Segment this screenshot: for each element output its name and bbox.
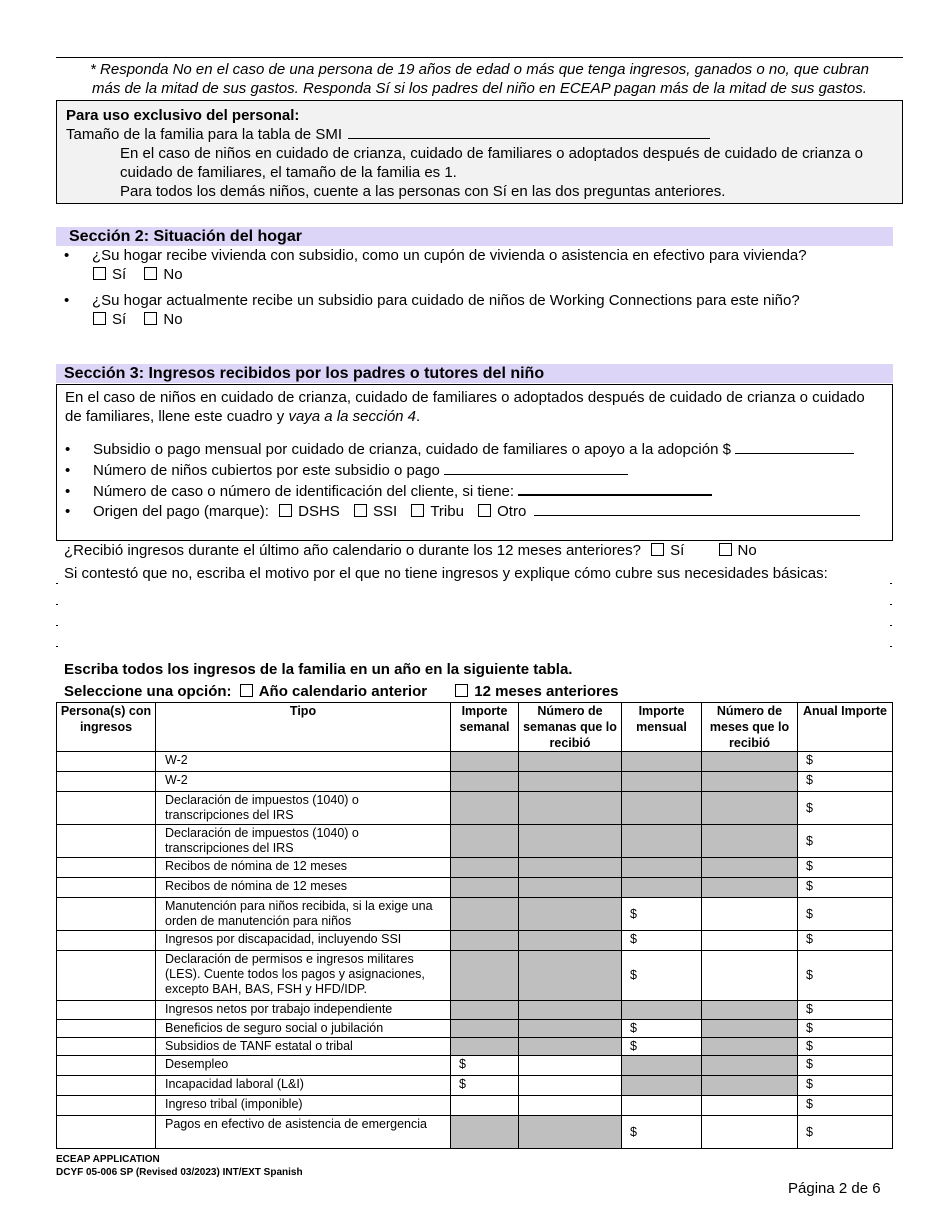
income-type: Subsidios de TANF estatal o tribal bbox=[156, 1038, 451, 1056]
income-type: Ingresos por discapacidad, incluyendo SSI bbox=[156, 931, 451, 951]
children-covered-label: Número de niños cubiertos por este subsidio o pago bbox=[93, 462, 440, 479]
writing-line-4[interactable] bbox=[56, 646, 893, 648]
shaded-cell bbox=[702, 878, 798, 898]
shaded-cell bbox=[519, 898, 622, 931]
shaded-cell bbox=[519, 951, 622, 1001]
income-type: Declaración de impuestos (1040) o transcripciones del IRS bbox=[156, 825, 451, 858]
shaded-cell bbox=[702, 752, 798, 772]
income-type: W-2 bbox=[156, 752, 451, 772]
table-row bbox=[57, 772, 893, 792]
income-type: Pagos en efectivo de asistencia de emergencia bbox=[156, 1116, 451, 1149]
staff-box-title: Para uso exclusivo del personal: bbox=[66, 107, 300, 124]
shaded-cell bbox=[519, 1116, 622, 1149]
note-line-2: más de la mitad de sus gastos. Responda Sí si los padres del niño en ECEAP pagan más de la mitad de sus gastos. bbox=[92, 80, 867, 97]
housing-yes-label: Sí bbox=[112, 266, 127, 283]
months-received-cell[interactable] bbox=[702, 1116, 798, 1149]
case-number-label: Número de caso o número de identificación del cliente, si tiene: bbox=[93, 483, 515, 500]
person-cell[interactable] bbox=[57, 1096, 156, 1116]
shaded-cell bbox=[451, 898, 519, 931]
annual-amount-cell[interactable]: $ bbox=[798, 898, 893, 931]
table-row bbox=[57, 951, 893, 1001]
annual-amount-cell[interactable]: $ bbox=[798, 792, 893, 825]
otro-field[interactable] bbox=[534, 502, 860, 516]
section-2-heading: Sección 2: Situación del hogar bbox=[56, 227, 893, 246]
shaded-cell bbox=[622, 792, 702, 825]
header-weeks-received: Número de semanas que lo recibió bbox=[519, 703, 622, 752]
header-months-received: Número de meses que lo recibió bbox=[702, 703, 798, 752]
shaded-cell bbox=[451, 1001, 519, 1020]
shaded-cell bbox=[519, 1001, 622, 1020]
shaded-cell bbox=[519, 1020, 622, 1038]
monthly-amount-cell[interactable]: $ bbox=[622, 931, 702, 951]
header-annual-amount: Anual Importe bbox=[798, 703, 893, 752]
foster-care-intro bbox=[65, 388, 885, 426]
annual-amount-cell[interactable]: $ bbox=[798, 772, 893, 792]
page-number: Página 2 de 6 bbox=[788, 1180, 881, 1197]
shaded-cell bbox=[519, 792, 622, 825]
shaded-cell bbox=[519, 752, 622, 772]
person-cell[interactable] bbox=[57, 858, 156, 878]
person-cell[interactable] bbox=[57, 951, 156, 1001]
monthly-amount-cell[interactable]: $ bbox=[622, 951, 702, 1001]
shaded-cell bbox=[519, 1038, 622, 1056]
dshs-label: DSHS bbox=[298, 503, 340, 520]
otro-label: Otro bbox=[497, 503, 527, 520]
months-received-cell[interactable] bbox=[702, 951, 798, 1001]
no-income-explanation-label: Si contestó que no, escriba el motivo por el que no tiene ingresos y explique cómo cubre sus necesidades básicas: bbox=[64, 565, 828, 582]
bullet: • bbox=[65, 503, 71, 520]
shaded-cell bbox=[519, 931, 622, 951]
shaded-cell bbox=[451, 1116, 519, 1149]
bullet: • bbox=[65, 441, 71, 458]
person-cell[interactable] bbox=[57, 1001, 156, 1020]
shaded-cell bbox=[622, 858, 702, 878]
monthly-amount-cell[interactable]: $ bbox=[622, 1020, 702, 1038]
annual-amount-cell[interactable]: $ bbox=[798, 1001, 893, 1020]
annual-amount-cell[interactable]: $ bbox=[798, 1076, 893, 1096]
childcare-subsidy-text: ¿Su hogar actualmente recibe un subsidio para cuidado de niños de Working Connections para este niño? bbox=[92, 292, 800, 309]
annual-amount-cell[interactable]: $ bbox=[798, 1038, 893, 1056]
shaded-cell bbox=[702, 1076, 798, 1096]
person-cell[interactable] bbox=[57, 931, 156, 951]
childcare-no-label: No bbox=[163, 311, 183, 328]
ssi-label: SSI bbox=[372, 503, 398, 520]
shaded-cell bbox=[519, 858, 622, 878]
foster-payment-label: Subsidio o pago mensual por cuidado de crianza, cuidado de familiares o apoyo a la adopción $ bbox=[93, 441, 731, 458]
shaded-cell bbox=[451, 931, 519, 951]
shaded-cell bbox=[622, 1001, 702, 1020]
income-type: Desempleo bbox=[156, 1056, 451, 1076]
person-cell[interactable] bbox=[57, 1116, 156, 1149]
childcare-yes-checkbox[interactable] bbox=[93, 312, 106, 325]
childcare-subsidy-options bbox=[93, 310, 183, 329]
shaded-cell bbox=[451, 1038, 519, 1056]
monthly-amount-cell[interactable]: $ bbox=[622, 1038, 702, 1056]
shaded-cell bbox=[622, 772, 702, 792]
bullet: • bbox=[65, 483, 71, 500]
person-cell[interactable] bbox=[57, 825, 156, 858]
foster-care-text: En el caso de niños en cuidado de crianza, cuidado de familiares o adoptados después de cuidado de crianza o cuidado de familiares, el tamaño de la familia es 1. bbox=[120, 145, 864, 181]
writing-line-3[interactable] bbox=[56, 625, 893, 627]
weeks-received-cell[interactable] bbox=[519, 1056, 622, 1076]
income-type: Recibos de nómina de 12 meses bbox=[156, 858, 451, 878]
form-number: DCYF 05-006 SP (Revised 03/2023) INT/EXT Spanish bbox=[56, 1167, 303, 1178]
housing-yes-checkbox[interactable] bbox=[93, 267, 106, 280]
calendar-year-checkbox[interactable] bbox=[240, 684, 253, 697]
weekly-amount-cell[interactable]: $ bbox=[451, 1076, 519, 1096]
shaded-cell bbox=[451, 1020, 519, 1038]
person-cell[interactable] bbox=[57, 772, 156, 792]
eligibility-note bbox=[56, 57, 903, 98]
income-yes-label: Sí bbox=[670, 542, 685, 559]
months-received-cell[interactable] bbox=[702, 931, 798, 951]
income-yes-checkbox[interactable] bbox=[651, 543, 664, 556]
housing-subsidy-text: ¿Su hogar recibe vivienda con subsidio, como un cupón de vivienda o asistencia en efectivo para vivienda? bbox=[92, 247, 807, 264]
children-covered-field[interactable] bbox=[444, 461, 628, 475]
shaded-cell bbox=[702, 1001, 798, 1020]
shaded-cell bbox=[451, 772, 519, 792]
shaded-cell bbox=[451, 792, 519, 825]
table-row bbox=[57, 1020, 893, 1038]
income-table-header bbox=[57, 703, 893, 752]
twelve-months-checkbox[interactable] bbox=[455, 684, 468, 697]
childcare-no-checkbox[interactable] bbox=[144, 312, 157, 325]
shaded-cell bbox=[702, 1056, 798, 1076]
childcare-yes-label: Sí bbox=[112, 311, 127, 328]
monthly-amount-cell[interactable]: $ bbox=[622, 898, 702, 931]
annual-amount-cell[interactable]: $ bbox=[798, 878, 893, 898]
annual-amount-cell[interactable]: $ bbox=[798, 1056, 893, 1076]
person-cell[interactable] bbox=[57, 898, 156, 931]
income-type: Incapacidad laboral (L&I) bbox=[156, 1076, 451, 1096]
person-cell[interactable] bbox=[57, 792, 156, 825]
select-option-label: Seleccione una opción: bbox=[64, 683, 232, 700]
housing-no-label: No bbox=[163, 266, 183, 283]
ssi-checkbox[interactable] bbox=[354, 504, 367, 517]
person-cell[interactable] bbox=[57, 878, 156, 898]
table-row bbox=[57, 1056, 893, 1076]
weeks-received-cell[interactable] bbox=[519, 1076, 622, 1096]
section-3-heading: Sección 3: Ingresos recibidos por los padres o tutores del niño bbox=[56, 364, 893, 383]
header-type: Tipo bbox=[156, 703, 451, 752]
annual-amount-cell[interactable]: $ bbox=[798, 858, 893, 878]
table-row bbox=[57, 1116, 893, 1149]
staff-only-box bbox=[56, 100, 903, 204]
bullet: • bbox=[64, 292, 70, 309]
annual-amount-cell[interactable]: $ bbox=[798, 951, 893, 1001]
write-all-income-label: Escriba todos los ingresos de la familia en un año en la siguiente tabla. bbox=[64, 661, 573, 678]
table-row bbox=[57, 752, 893, 772]
person-cell[interactable] bbox=[57, 1056, 156, 1076]
person-cell[interactable] bbox=[57, 1020, 156, 1038]
person-cell[interactable] bbox=[57, 1038, 156, 1056]
shaded-cell bbox=[702, 792, 798, 825]
intro-period: . bbox=[416, 408, 421, 425]
table-row bbox=[57, 1001, 893, 1020]
annual-amount-cell[interactable]: $ bbox=[798, 752, 893, 772]
weeks-received-cell[interactable] bbox=[519, 1096, 622, 1116]
shaded-cell bbox=[702, 1020, 798, 1038]
income-type: Recibos de nómina de 12 meses bbox=[156, 878, 451, 898]
shaded-cell bbox=[702, 772, 798, 792]
tribu-checkbox[interactable] bbox=[411, 504, 424, 517]
shaded-cell bbox=[622, 825, 702, 858]
monthly-amount-cell[interactable] bbox=[622, 1096, 702, 1116]
form-name: ECEAP APPLICATION bbox=[56, 1154, 160, 1165]
shaded-cell bbox=[451, 878, 519, 898]
table-row bbox=[57, 1096, 893, 1116]
table-row bbox=[57, 878, 893, 898]
payment-source-label: Origen del pago (marque): bbox=[93, 503, 269, 520]
shaded-cell bbox=[702, 1038, 798, 1056]
header-weekly-amount: Importe semanal bbox=[451, 703, 519, 752]
table-row bbox=[57, 858, 893, 878]
income-no-checkbox[interactable] bbox=[719, 543, 732, 556]
bullet: • bbox=[65, 462, 71, 479]
period-selection-row bbox=[64, 682, 619, 701]
income-type: Ingreso tribal (imponible) bbox=[156, 1096, 451, 1116]
housing-no-checkbox[interactable] bbox=[144, 267, 157, 280]
bullet: • bbox=[64, 247, 70, 264]
shaded-cell bbox=[702, 825, 798, 858]
shaded-cell bbox=[451, 752, 519, 772]
case-number-field[interactable] bbox=[518, 482, 712, 496]
annual-amount-cell[interactable]: $ bbox=[798, 1116, 893, 1149]
shaded-cell bbox=[622, 1076, 702, 1096]
months-received-cell[interactable] bbox=[702, 898, 798, 931]
table-row bbox=[57, 1038, 893, 1056]
income-type: Declaración de permisos e ingresos militares (LES). Cuente todos los pagos y asignaciones, excepto BAH, BAS, FSH y HFD/IDP. bbox=[156, 951, 451, 1001]
dshs-checkbox[interactable] bbox=[279, 504, 292, 517]
shaded-cell bbox=[702, 858, 798, 878]
person-cell[interactable] bbox=[57, 752, 156, 772]
table-row bbox=[57, 792, 893, 825]
income-type: Beneficios de seguro social o jubilación bbox=[156, 1020, 451, 1038]
shaded-cell bbox=[451, 951, 519, 1001]
shaded-cell bbox=[622, 878, 702, 898]
shaded-cell bbox=[519, 878, 622, 898]
intro-text: En el caso de niños en cuidado de crianza, cuidado de familiares o adoptados después de cuidado de crianza o cuidado de familiares, llene este cuadro y bbox=[65, 389, 865, 425]
income-no-label: No bbox=[737, 542, 757, 559]
otro-checkbox[interactable] bbox=[478, 504, 491, 517]
person-cell[interactable] bbox=[57, 1076, 156, 1096]
annual-amount-cell[interactable]: $ bbox=[798, 1096, 893, 1116]
family-size-row bbox=[66, 125, 893, 144]
income-received-question bbox=[64, 541, 757, 560]
note-line-1: * Responda No en el caso de una persona de 19 años de edad o más que tenga ingresos, ganados o no, que cubran bbox=[90, 61, 869, 78]
months-received-cell[interactable] bbox=[702, 1096, 798, 1116]
income-type: Ingresos netos por trabajo independiente bbox=[156, 1001, 451, 1020]
weekly-amount-cell[interactable]: $ bbox=[451, 1056, 519, 1076]
income-type: Manutención para niños recibida, si la exige una orden de manutención para niños bbox=[156, 898, 451, 931]
table-row bbox=[57, 825, 893, 858]
table-row bbox=[57, 1076, 893, 1096]
annual-amount-cell[interactable]: $ bbox=[798, 825, 893, 858]
foster-care-box bbox=[56, 384, 893, 541]
monthly-amount-cell[interactable]: $ bbox=[622, 1116, 702, 1149]
foster-payment-field[interactable] bbox=[735, 440, 854, 454]
income-type: Declaración de impuestos (1040) o transcripciones del IRS bbox=[156, 792, 451, 825]
shaded-cell bbox=[451, 858, 519, 878]
income-table bbox=[56, 702, 893, 1149]
table-row bbox=[57, 898, 893, 931]
shaded-cell bbox=[622, 752, 702, 772]
header-persons: Persona(s) con ingresos bbox=[57, 703, 156, 752]
weekly-amount-cell[interactable] bbox=[451, 1096, 519, 1116]
shaded-cell bbox=[622, 1056, 702, 1076]
shaded-cell bbox=[519, 825, 622, 858]
shaded-cell bbox=[451, 825, 519, 858]
shaded-cell bbox=[519, 772, 622, 792]
twelve-months-label: 12 meses anteriores bbox=[474, 683, 619, 700]
income-type: W-2 bbox=[156, 772, 451, 792]
calendar-year-label: Año calendario anterior bbox=[258, 683, 428, 700]
table-row bbox=[57, 931, 893, 951]
writing-line-2[interactable] bbox=[56, 604, 893, 606]
family-size-field[interactable] bbox=[348, 125, 710, 139]
housing-subsidy-options bbox=[93, 265, 183, 284]
tribu-label: Tribu bbox=[430, 503, 464, 520]
annual-amount-cell[interactable]: $ bbox=[798, 1020, 893, 1038]
intro-go-to-section: vaya a la sección 4 bbox=[288, 408, 417, 425]
header-monthly-amount: Importe mensual bbox=[622, 703, 702, 752]
family-size-label: Tamaño de la familia para la tabla de SMI bbox=[66, 126, 342, 143]
other-children-text: Para todos los demás niños, cuente a las personas con Sí en las dos preguntas anteriores. bbox=[120, 183, 726, 200]
annual-amount-cell[interactable]: $ bbox=[798, 931, 893, 951]
income-question-text: ¿Recibió ingresos durante el último año calendario o durante los 12 meses anteriores? bbox=[64, 542, 641, 559]
writing-line-1[interactable] bbox=[56, 583, 893, 585]
